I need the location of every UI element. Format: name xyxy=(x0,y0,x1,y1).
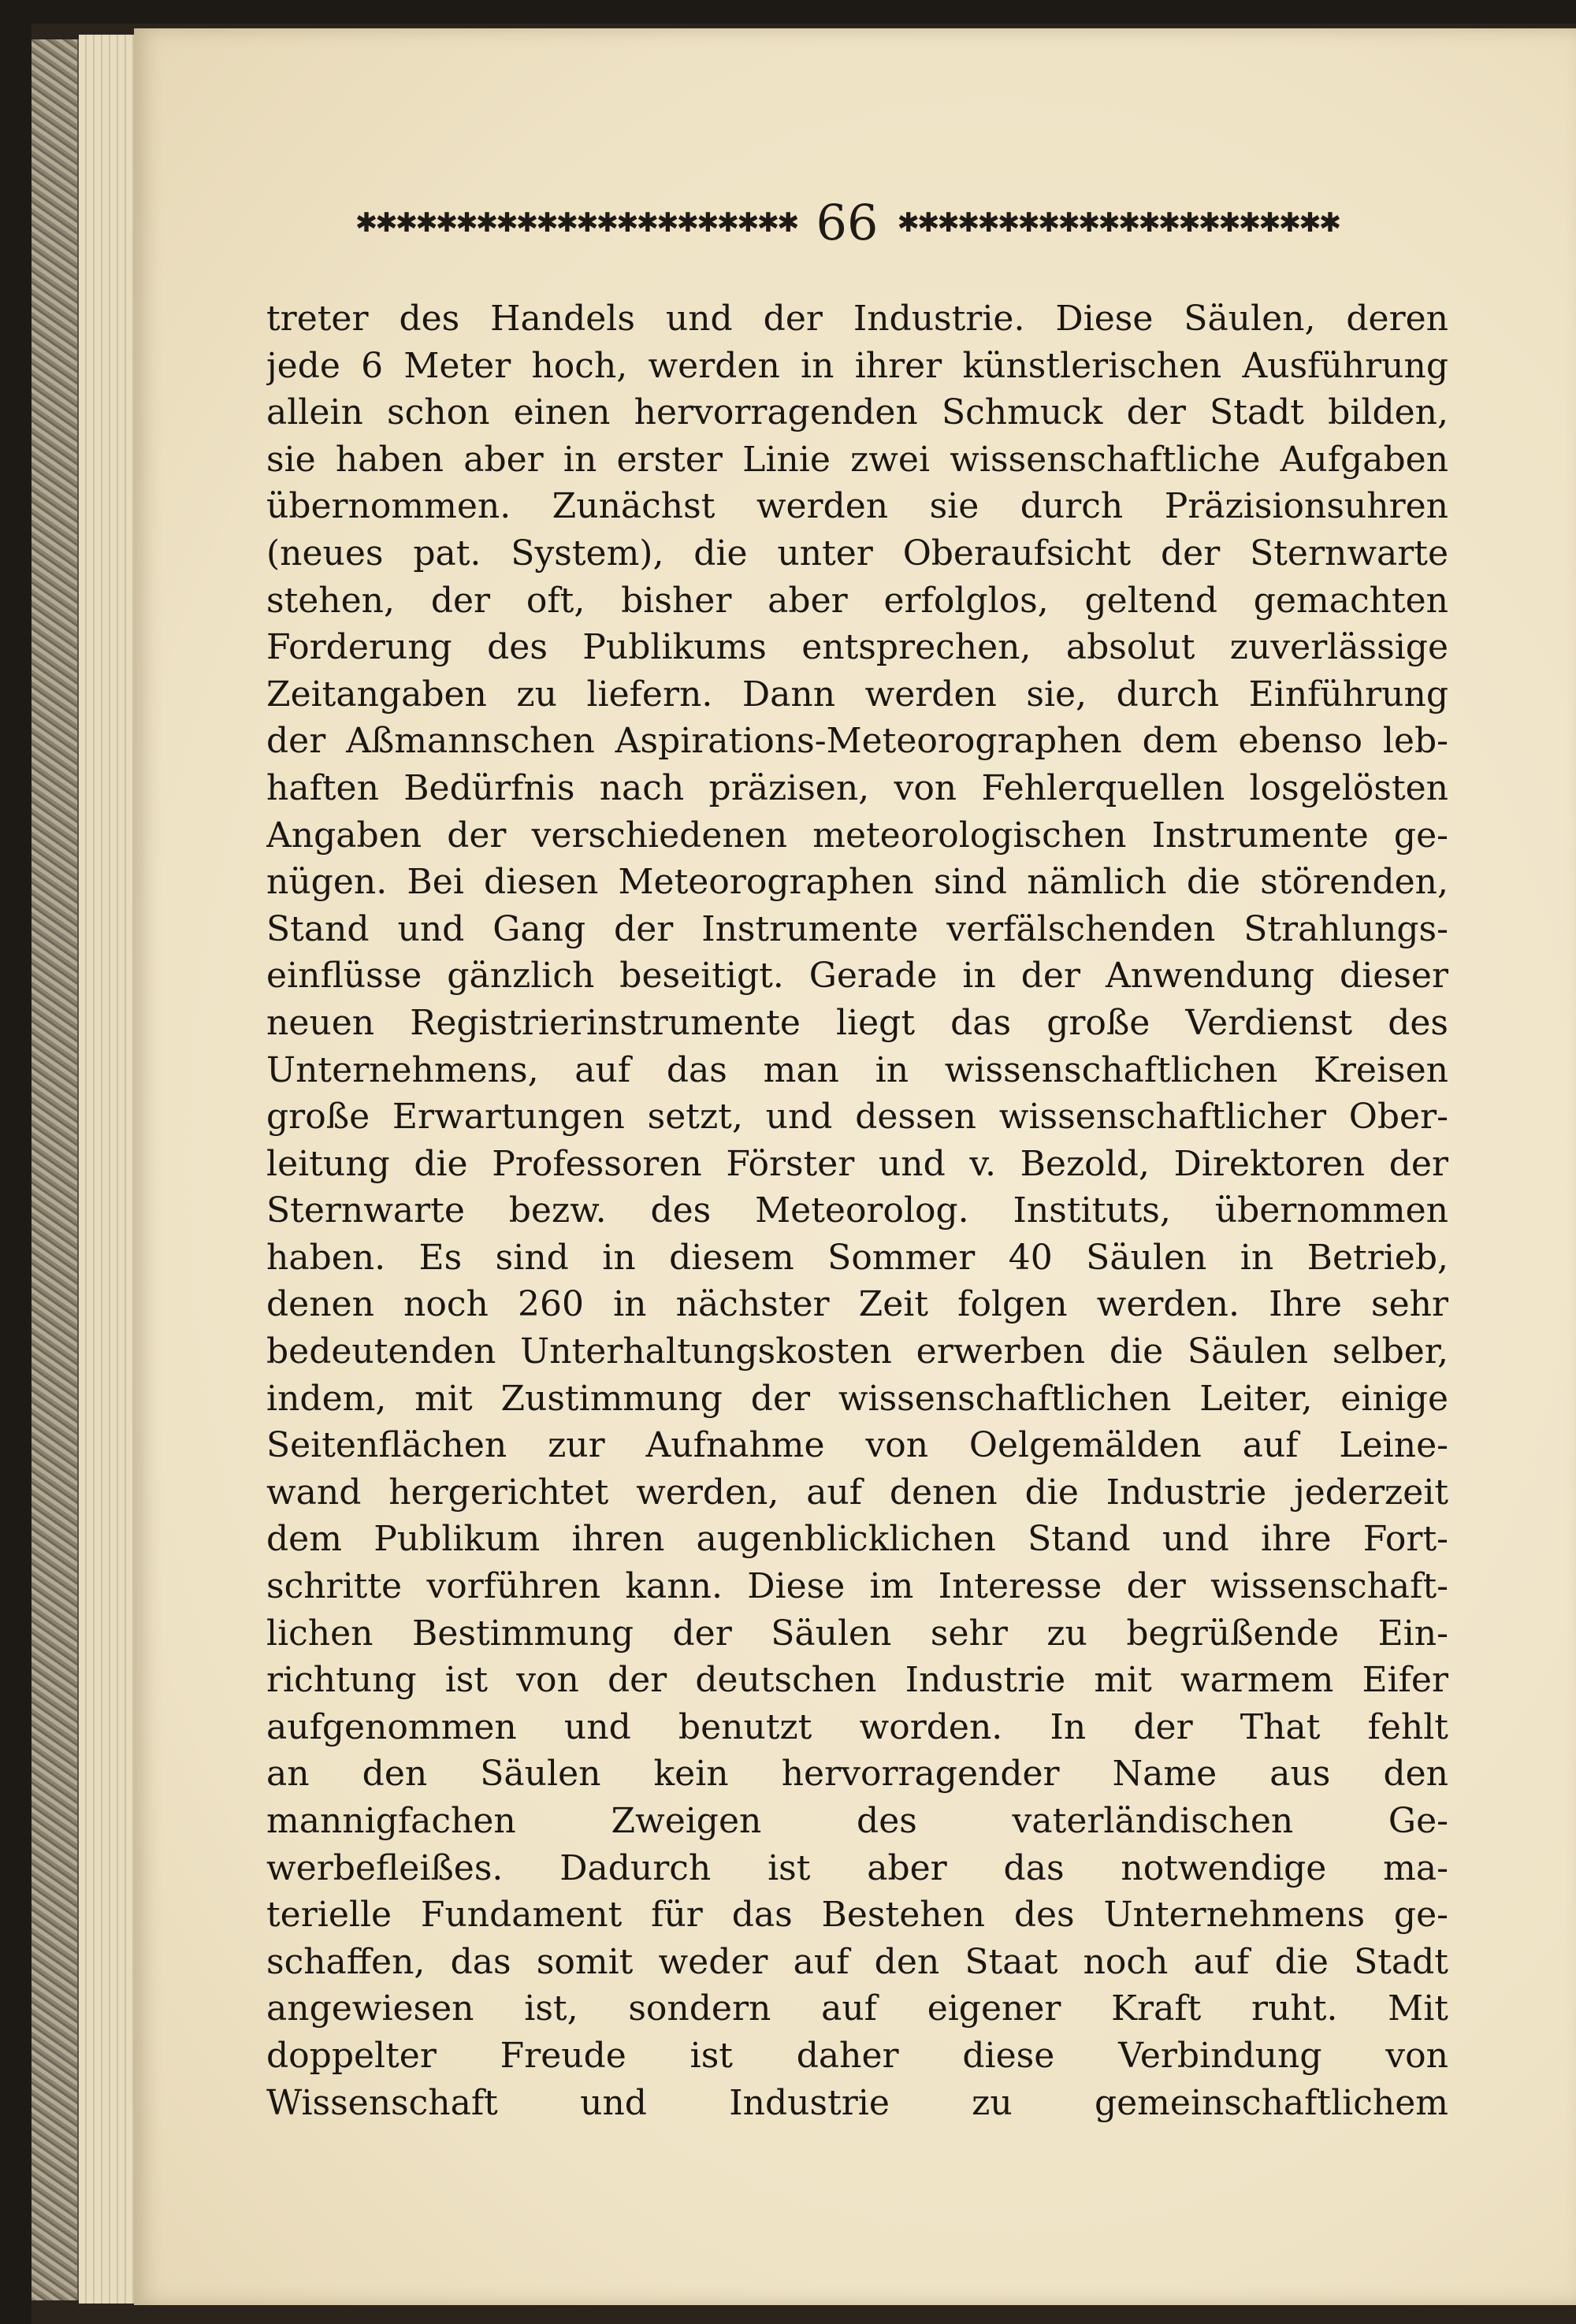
text-line: einflüsse gänzlich beseitigt. Gerade in der Anwendung dieser xyxy=(266,956,1448,997)
text-line: haften Bedürfnis nach präzisen, von Fehlerquellen losgelösten xyxy=(266,767,1448,808)
text-line: denen noch 260 in nächster Zeit folgen werden. Ihre sehr xyxy=(266,1284,1448,1325)
text-line: Unternehmens, auf das man in wissenschaftlichen Kreisen xyxy=(266,1049,1448,1090)
text-line: bedeutenden Unterhaltungskosten erwerben die Säulen selber, xyxy=(266,1331,1448,1372)
text-line: Zeitangaben zu liefern. Dann werden sie, durch Einführung xyxy=(266,674,1448,715)
text-line: an den Säulen kein hervorragender Name aus den xyxy=(266,1754,1448,1795)
text-line: angewiesen ist, sondern auf eigener Kraft ruht. Mit xyxy=(266,1988,1448,2029)
text-line: Angaben der verschiedenen meteorologischen Instrumente ge- xyxy=(266,815,1448,856)
body-text xyxy=(266,295,1448,2126)
text-line: indem, mit Zustimmung der wissenschaftlichen Leiter, einige xyxy=(266,1378,1448,1419)
page-number: 66 xyxy=(816,194,879,251)
text-line: terielle Fundament für das Bestehen des Unternehmens ge- xyxy=(266,1895,1448,1936)
page-header xyxy=(260,194,1434,251)
text-line: übernommen. Zunächst werden sie durch Präzisionsuhren xyxy=(266,486,1448,527)
text-line: wand hergerichtet werden, auf denen die Industrie jederzeit xyxy=(266,1472,1448,1513)
text-line: stehen, der oft, bisher aber erfolglos, geltend gemachten xyxy=(266,580,1448,621)
header-ornament-right: ✱✱✱✱✱✱✱✱✱✱✱✱✱✱✱✱✱✱✱✱✱✱ xyxy=(897,210,1340,236)
text-line: der Aßmannschen Aspirations-Meteorographen dem ebenso leb- xyxy=(266,721,1448,762)
header-ornament-left: ✱✱✱✱✱✱✱✱✱✱✱✱✱✱✱✱✱✱✱✱✱✱ xyxy=(355,210,797,236)
text-line: werbefleißes. Dadurch ist aber das notwendige ma- xyxy=(266,1847,1448,1888)
text-line: dem Publikum ihren augenblicklichen Stand und ihre Fort- xyxy=(266,1519,1448,1560)
text-line: leitung die Professoren Förster und v. Bezold, Direktoren der xyxy=(266,1143,1448,1184)
marbled-book-edge xyxy=(32,39,80,2300)
page-stack-edge xyxy=(79,35,142,2304)
text-line: (neues pat. System), die unter Oberaufsicht der Sternwarte xyxy=(266,533,1448,574)
text-line: richtung ist von der deutschen Industrie mit warmem Eifer xyxy=(266,1660,1448,1701)
text-line: treter des Handels und der Industrie. Diese Säulen, deren xyxy=(266,299,1448,339)
text-line: neuen Registrierinstrumente liegt das große Verdienst des xyxy=(266,1002,1448,1043)
text-line: Seitenflächen zur Aufnahme von Oelgemälden auf Leine- xyxy=(266,1425,1448,1466)
text-line: jede 6 Meter hoch, werden in ihrer künstlerischen Ausführung xyxy=(266,345,1448,386)
text-line: nügen. Bei diesen Meteorographen sind nämlich die störenden, xyxy=(266,862,1448,903)
text-line: allein schon einen hervorragenden Schmuck der Stadt bilden, xyxy=(266,392,1448,433)
text-line: lichen Bestimmung der Säulen sehr zu begrüßende Ein- xyxy=(266,1613,1448,1654)
text-line: schritte vorführen kann. Diese im Interesse der wissenschaft- xyxy=(266,1566,1448,1607)
text-line: Sternwarte bezw. des Meteorolog. Instituts, übernommen xyxy=(266,1190,1448,1231)
text-line: Forderung des Publikums entsprechen, absolut zuverlässige xyxy=(266,627,1448,668)
text-line: haben. Es sind in diesem Sommer 40 Säulen in Betrieb, xyxy=(266,1237,1448,1278)
text-line: aufgenommen und benutzt worden. In der That fehlt xyxy=(266,1706,1448,1747)
text-line: doppelter Freude ist daher diese Verbindung von xyxy=(266,2035,1448,2076)
text-line: Wissenschaft und Industrie zu gemeinschaftlichem xyxy=(266,2082,1448,2123)
text-line: Stand und Gang der Instrumente verfälschenden Strahlungs- xyxy=(266,908,1448,949)
text-line: sie haben aber in erster Linie zwei wissenschaftliche Aufgaben xyxy=(266,439,1448,480)
text-line: große Erwartungen setzt, und dessen wissenschaftlicher Ober- xyxy=(266,1097,1448,1138)
text-line: mannigfachen Zweigen des vaterländischen Ge- xyxy=(266,1801,1448,1841)
text-line: schaffen, das somit weder auf den Staat noch auf die Stadt xyxy=(266,1941,1448,1982)
